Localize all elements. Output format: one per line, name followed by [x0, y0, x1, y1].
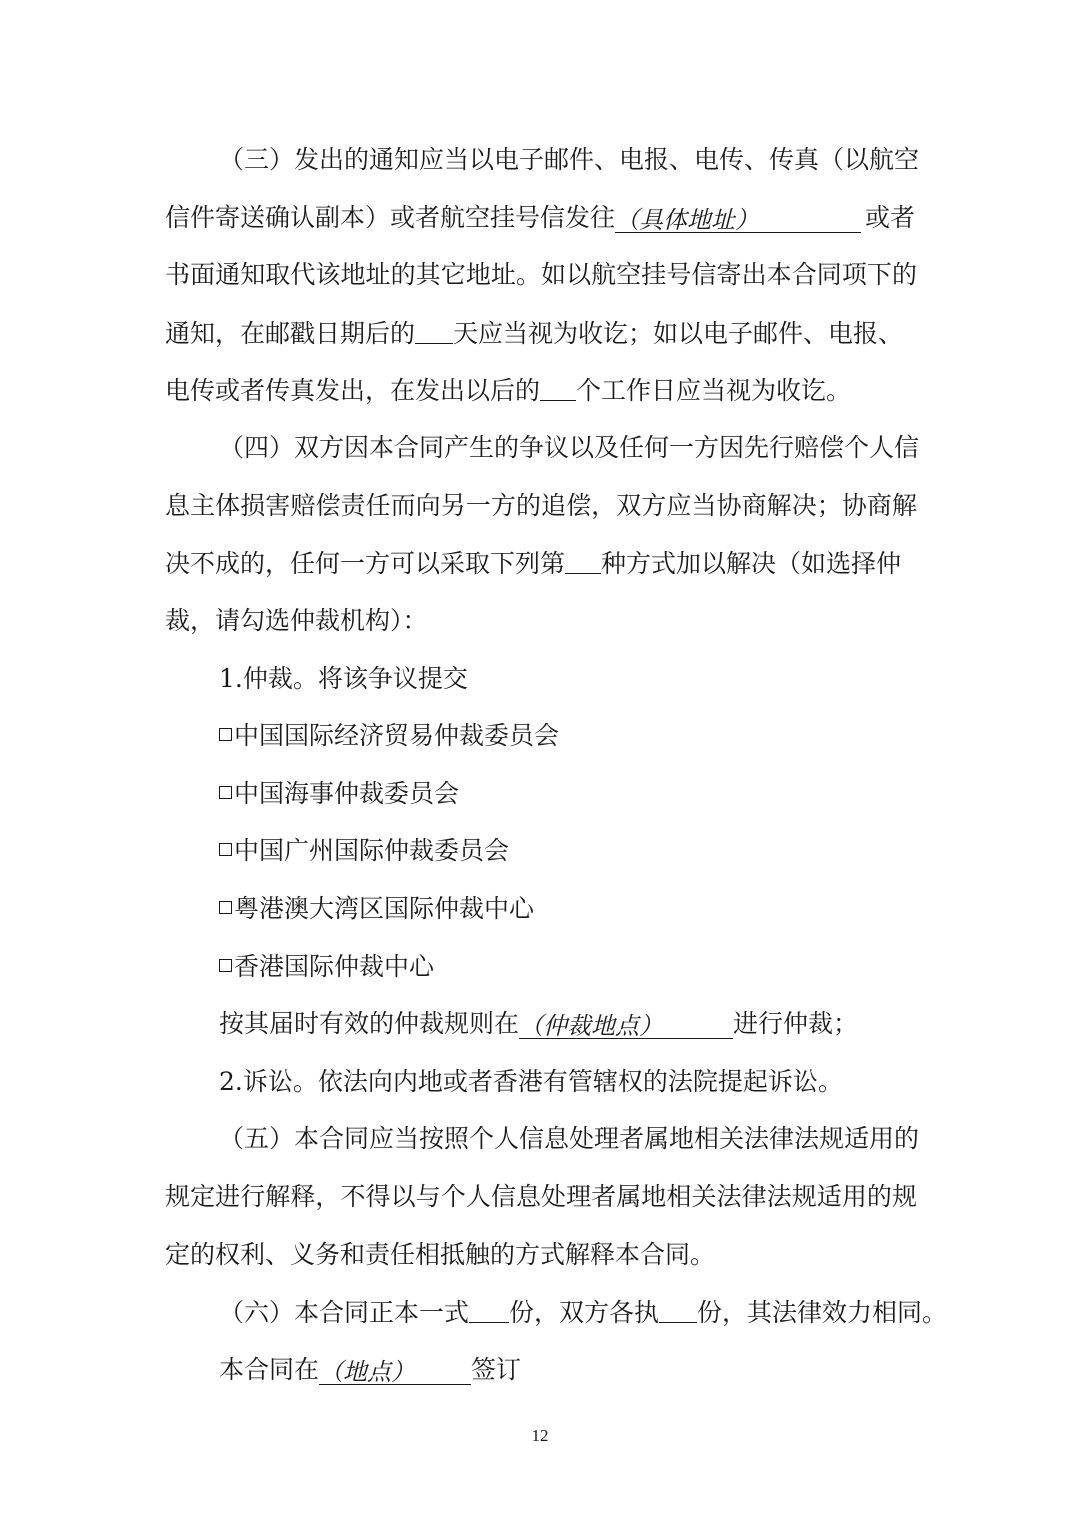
section4-line3: 决不成的，任何一方可以采取下列第 种方式加以解决（如选择仲 — [165, 543, 901, 583]
arbitration-heading: 1.仲裁。将该争议提交 — [219, 664, 468, 693]
checkbox-icon[interactable] — [219, 959, 232, 972]
section3-line5: 电传或者传真发出，在发出以后的 个工作日应当视为收讫。 — [165, 370, 851, 410]
workdays-blank[interactable] — [540, 370, 576, 401]
section4-line2: 息主体损害赔偿责任而向另一方的追偿，双方应当协商解决；协商解 — [165, 491, 917, 520]
page-number: 12 — [531, 1426, 549, 1445]
signing-place-blank[interactable]: （地点） — [319, 1352, 471, 1385]
signing-place-line: 本合同在（地点） 签订 — [219, 1350, 521, 1390]
each-copies-blank[interactable] — [659, 1292, 697, 1323]
arbitration-rules-line: 按其届时有效的仲裁规则在（仲裁地点） 进行仲裁； — [219, 1004, 858, 1044]
institution-option[interactable]: 中国广州国际仲裁委员会 — [219, 831, 509, 871]
method-blank[interactable] — [565, 543, 601, 574]
checkbox-icon[interactable] — [219, 843, 232, 856]
checkbox-icon[interactable] — [219, 901, 232, 914]
section3-line4: 通知，在邮戳日期后的 天应当视为收讫；如以电子邮件、电报、 — [165, 313, 903, 353]
section4-line4: 裁，请勾选仲裁机构）： — [165, 606, 428, 635]
section3-line1: （三）发出的通知应当以电子邮件、电报、电传、传真（以航空 — [219, 145, 920, 174]
section5-line3: 定的权利、义务和责任相抵触的方式解释本合同。 — [165, 1240, 716, 1269]
copies-blank[interactable] — [469, 1292, 509, 1323]
institution-option[interactable]: 中国国际经济贸易仲裁委员会 — [219, 716, 559, 756]
section3-line2: 信件寄送确认副本）或者航空挂号信发往（具体地址） 或者 — [165, 198, 915, 238]
days-blank[interactable] — [415, 313, 453, 344]
institution-option[interactable]: 香港国际仲裁中心 — [219, 947, 434, 987]
checkbox-icon[interactable] — [219, 728, 232, 741]
litigation-line: 2.诉讼。依法向内地或者香港有管辖权的法院提起诉讼。 — [219, 1067, 843, 1096]
institution-option[interactable]: 粤港澳大湾区国际仲裁中心 — [219, 889, 534, 929]
section3-line3: 书面通知取代该地址的其它地址。如以航空挂号信寄出本合同项下的 — [165, 260, 917, 289]
address-blank[interactable]: （具体地址） — [615, 200, 861, 233]
section6-line1: （六）本合同正本一式 份，双方各执 份，其法律效力相同。 — [219, 1292, 947, 1332]
institution-option[interactable]: 中国海事仲裁委员会 — [219, 774, 459, 814]
section4-line1: （四）双方因本合同产生的争议以及任何一方因先行赔偿个人信 — [219, 433, 920, 462]
checkbox-icon[interactable] — [219, 786, 232, 799]
section5-line2: 规定进行解释，不得以与个人信息处理者属地相关法律法规适用的规 — [165, 1182, 917, 1211]
arbitration-place-blank[interactable]: （仲裁地点） — [519, 1006, 733, 1039]
section5-line1: （五）本合同应当按照个人信息处理者属地相关法律法规适用的 — [219, 1124, 920, 1153]
